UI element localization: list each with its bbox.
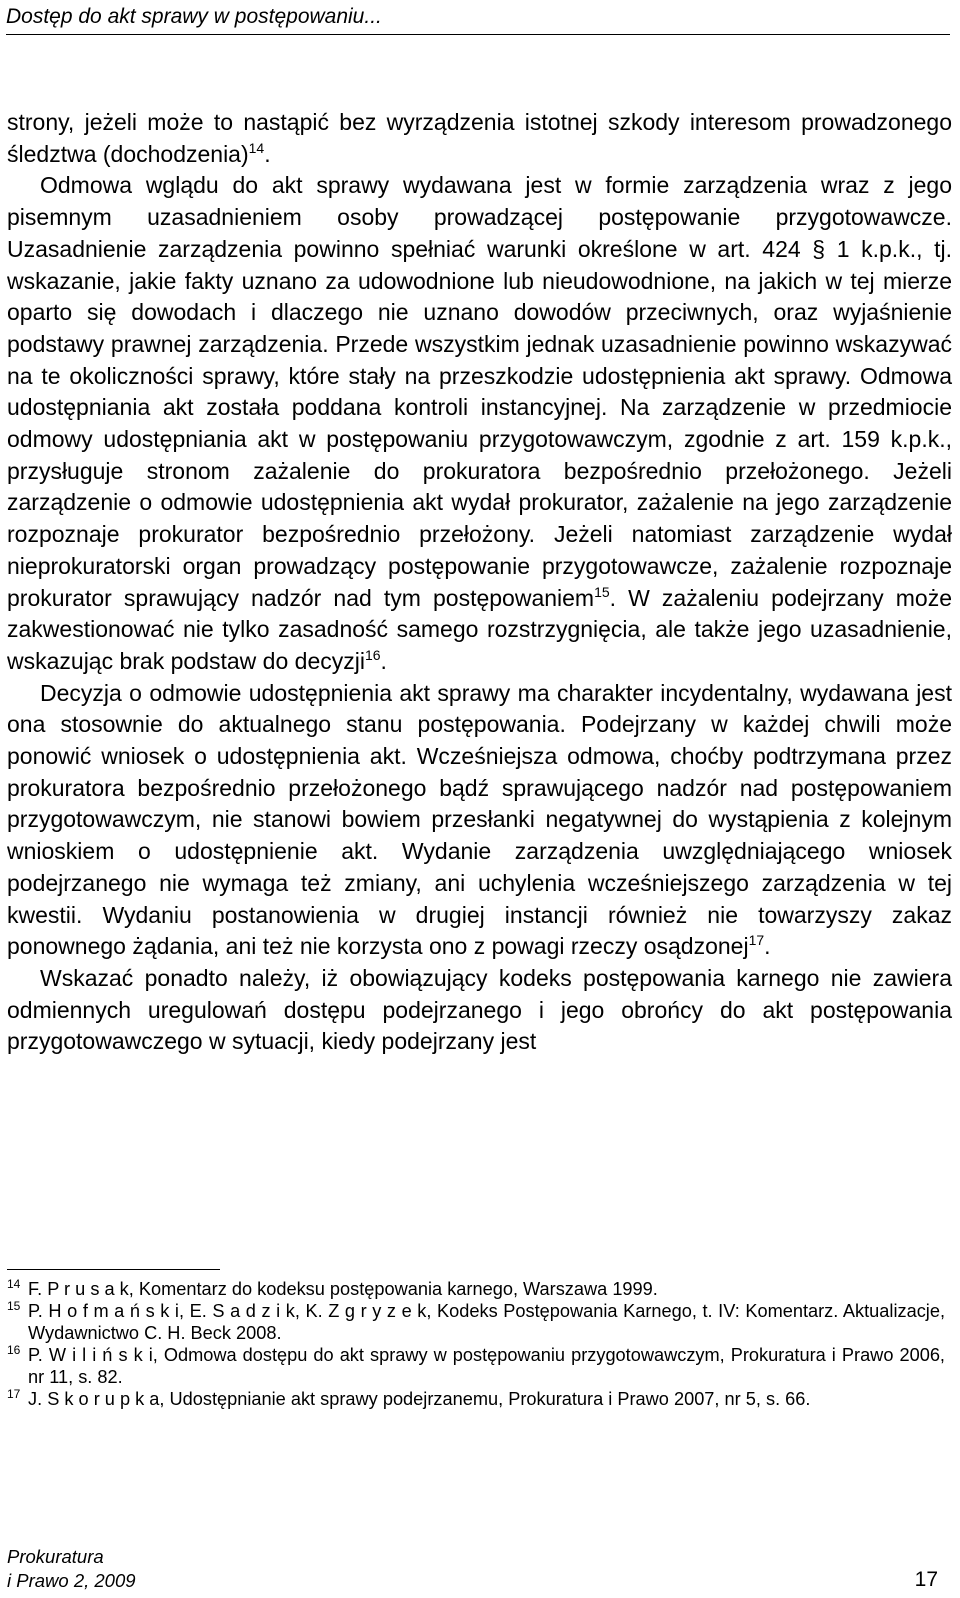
footnote-text: P. W i l i ń s k i, Odmowa dostępu do akt sprawy w postępowaniu przygotowawczym, Prokuratura i Prawo 2006, nr 11, s. 82. — [28, 1345, 945, 1387]
footnote-ref-16[interactable]: 16 — [364, 646, 381, 663]
page-number: 17 — [914, 1568, 938, 1591]
paragraph-2-text-c: . — [380, 647, 387, 674]
paragraph-3-text-b: . — [764, 933, 771, 960]
footnote-15 — [7, 1300, 945, 1344]
footer-journal-issue: i Prawo 2, 2009 — [7, 1570, 136, 1591]
paragraph-2-text-b: . W zażaleniu podejrzany może zakwestionować nie tylko zasadność samego rozstrzygnięcia, ale także jego uzasadnienie, wskazując brak podstaw do decyzji — [7, 584, 952, 674]
footnote-ref-14[interactable]: 14 — [248, 139, 265, 156]
footnote-number: 17 — [7, 1387, 21, 1401]
footer-journal — [7, 1545, 136, 1593]
paragraph-3 — [7, 678, 952, 963]
paragraph-4: Wskazać ponadto należy, iż obowiązujący kodeks postępowania karnego nie zawiera odmiennych uregulowań dostępu podejrzanego i jego obrońcy do akt postępowania przygotowawczego w sytuacji, kiedy podejrzany jest — [7, 964, 952, 1055]
paragraph-1-text-a: strony, jeżeli może to nastąpić bez wyrządzenia istotnej szkody interesom prowadzonego śledztwa (dochodzenia) — [7, 109, 952, 167]
footnote-ref-17[interactable]: 17 — [748, 932, 765, 949]
footnote-14 — [7, 1278, 945, 1300]
running-head-title: Dostęp do akt sprawy w postępowaniu... — [6, 4, 950, 35]
footnote-text: P. H o f m a ń s k i, E. S a d z i k, K. Z g r y z e k, Kodeks Postępowania Karnego, t. IV: Komentarz. Aktualizacje, Wydawnictwo C. H. Beck 2008. — [28, 1301, 945, 1343]
footnote-text: F. P r u s a k, Komentarz do kodeksu postępowania karnego, Warszawa 1999. — [28, 1279, 658, 1299]
paragraph-2-text-a: Odmowa wglądu do akt sprawy wydawana jest w formie zarządzenia wraz z jego pisemnym uzasadnieniem osoby prowadzącej postępowanie przygotowawcze. Uzasadnienie zarządzenia powinno spełniać warunki określone w art. 424 § 1 k.p.k., tj. wskazanie, jakie fakty uznano za udowodnione lub nieudowodnione, na jakich w tej mierze oparto się dowodach i dlaczego nie uznano dowodów przeciwnych, oraz wyjaśnienie podstawy prawnej zarządzenia. Przede wszystkim jednak uzasadnienie powinno wskazywać na te okoliczności sprawy, które stały na przeszkodzie udostępnienia akt sprawy. Odmowa udostępniania akt została poddana kontroli instancyjnej. Na zarządzenie w przedmiocie odmowy udostępniania akt w postępowaniu przygotowawczym, zgodnie z art. 159 k.p.k., przysługuje stronom zażalenie do prokuratora bezpośrednio przełożonego. Jeżeli zarządzenie o odmowie udostępnienia akt wydał prokurator, zażalenie na jego zarządzenie rozpoznaje prokurator bezpośrednio przełożony. Jeżeli natomiast zarządzenie wydał nieprokuratorski organ prowadzący postępowanie przygotowawcze, zażalenie rozpoznaje prokurator sprawujący nadzór nad tym postępowaniem — [7, 172, 952, 611]
footnote-text: J. S k o r u p k a, Udostępnianie akt sprawy podejrzanemu, Prokuratura i Prawo 2007, nr 5, s. 66. — [28, 1389, 811, 1409]
main-text — [7, 107, 952, 1058]
footnote-17 — [7, 1388, 945, 1410]
footnote-16 — [7, 1344, 945, 1388]
footnote-number: 15 — [7, 1299, 21, 1313]
footnote-ref-15[interactable]: 15 — [594, 583, 610, 600]
paragraph-3-text-a: Decyzja o odmowie udostępnienia akt sprawy ma charakter incydentalny, wydawana jest ona stosownie do aktualnego stanu postępowania. Podejrzany w każdej chwili może ponowić wniosek o udostępnienia akt. Wcześniejsza odmowa, choćby podtrzymana przez prokuratora bezpośrednio przełożonego bądź sprawującego nadzór nad postępowaniem przygotowawczym, nie stanowi bowiem przesłanki negatywnej do wystąpienia z kolejnym wnioskiem o udostępnienie akt. Wydanie zarządzenia uwzględniającego wniosek podejrzanego nie wymaga też zmiany, ani uchylenia wcześniejszego zarządzenia w tej kwestii. Wydaniu postanowienia w drugiej instancji również nie towarzyszy zakaz ponownego żądania, ani też nie korzysta ono z powagi rzeczy osądzonej — [7, 679, 952, 960]
footnote-separator — [7, 1269, 220, 1270]
paragraph-1 — [7, 107, 952, 170]
footer-journal-name: Prokuratura — [7, 1546, 104, 1567]
paragraph-1-text-b: . — [264, 140, 271, 167]
footnote-number: 16 — [7, 1343, 21, 1357]
footnotes — [7, 1278, 945, 1410]
paragraph-2 — [7, 170, 952, 677]
footnote-number: 14 — [7, 1277, 21, 1291]
